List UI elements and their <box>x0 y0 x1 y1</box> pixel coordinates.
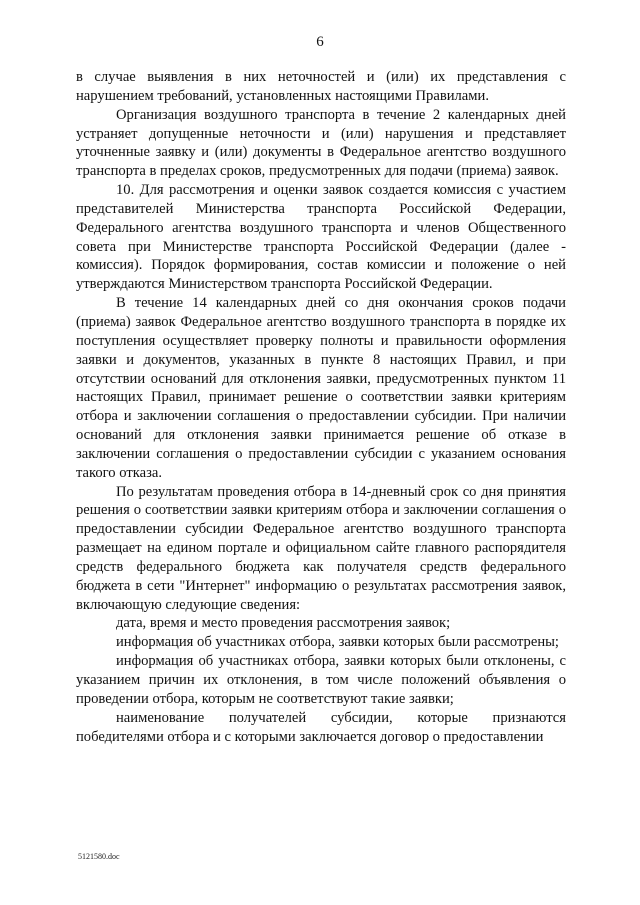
page-number: 6 <box>316 34 324 50</box>
list-item-reviewed-participants: информация об участниках отбора, заявки которых были рассмотрены; <box>116 634 559 651</box>
paragraph-correction-deadline: Организация воздушного транспорта в течение 2 календарных дней устраняет допущенные неточности и (или) нарушения и представляет уточненные заявку и (или) документы в Федеральное агентство воздушного транспорта в пределах сроков, предусмотренных для подачи (приема) заявок. <box>76 106 566 180</box>
paragraph-results-publication: По результатам проведения отбора в 14-дневный срок со дня принятия решения о соответствии заявки критериям отбора и заключении соглашения о предоставлении субсидии Федеральное агентство воздушного транспорта размещает на едином портале и официальном сайте главного распорядителя средств федерального бюджета как получателя средств федерального бюджета в сети "Интернет" информацию о результатах рассмотрения заявок, включающую следующие сведения: <box>76 483 566 613</box>
paragraph-review-period: В течение 14 календарных дней со дня окончания сроков подачи (приема) заявок Федеральное агентство воздушного транспорта в порядке их поступления осуществляет проверку полноты и правильности оформления заявки и документов, указанных в пункте 8 настоящих Правил, и при отсутствии оснований для отклонения заявки, предусмотренных пунктом 11 настоящих Правил, принимает решение о соответствии заявки критериям отбора и заключении соглашения о предоставлении субсидии. При наличии оснований для отклонения заявки принимается решение об отказе в заключении соглашения о предоставлении субсидии с указанием основания такого отказа. <box>76 295 566 481</box>
list-item-winners: наименование получателей субсидии, которые признаются победителями отбора и с которыми заключается договор о предоставлении <box>76 709 566 745</box>
paragraph-continuation: в случае выявления в них неточностей и (или) их представления с нарушением требований, установленных настоящими Правилами. <box>76 69 566 104</box>
paragraph-commission: 10. Для рассмотрения и оценки заявок создается комиссия с участием представителей Министерства транспорта Российской Федерации, Федерального агентства воздушного транспорта и членов Общественного совета при Министерстве транспорта Российской Федерации (далее - комиссия). Порядок формирования, состав комиссии и положение о ней утверждаются Министерством транспорта Российской Федерации. <box>76 182 566 293</box>
document-body <box>76 68 566 746</box>
list-item-date-place: дата, время и место проведения рассмотрения заявок; <box>116 615 451 632</box>
file-name-footer: 5121580.doc <box>78 852 120 861</box>
list-item-rejected-participants: информация об участниках отбора, заявки которых были отклонены, с указанием причин их отклонения, в том числе положений объявления о проведении отбора, которым не соответствуют такие заявки; <box>76 653 566 707</box>
